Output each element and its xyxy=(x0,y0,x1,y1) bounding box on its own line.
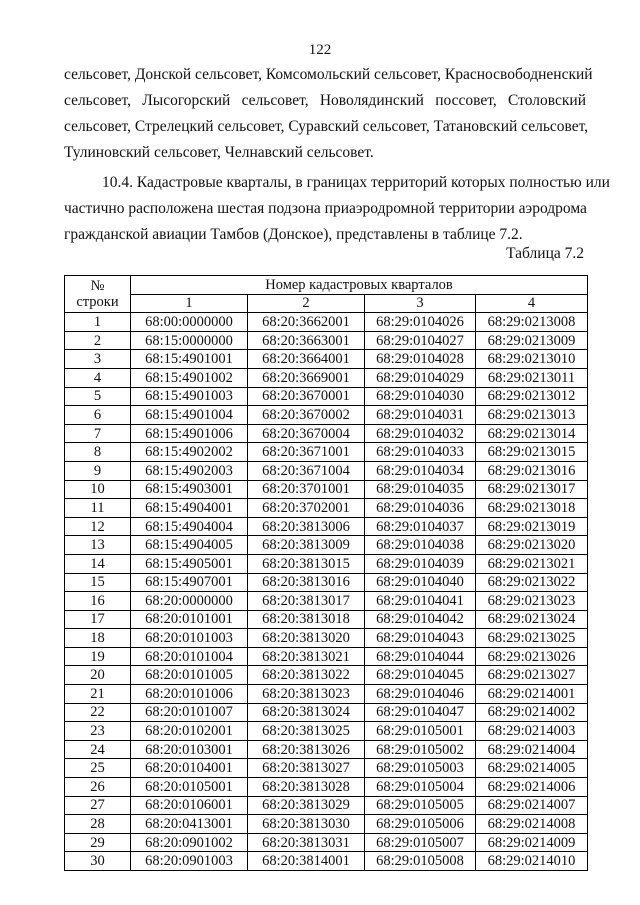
table-row xyxy=(65,480,588,499)
row-number-cell: 11 xyxy=(65,499,131,518)
cadastral-quarter-cell: 68:20:0101004 xyxy=(131,647,248,666)
cadastral-quarter-cell: 68:29:0104044 xyxy=(365,647,476,666)
row-number-cell: 26 xyxy=(65,778,131,797)
cadastral-quarter-cell: 68:15:4904005 xyxy=(131,536,248,555)
table-row xyxy=(65,424,588,443)
cadastral-quarter-cell: 68:29:0104045 xyxy=(365,666,476,685)
cadastral-quarter-cell: 68:15:4901003 xyxy=(131,387,248,406)
cadastral-quarter-cell: 68:20:3669001 xyxy=(248,368,365,387)
cadastral-quarter-cell: 68:20:3670001 xyxy=(248,387,365,406)
column-number: 3 xyxy=(365,294,476,313)
cadastral-quarter-cell: 68:29:0105001 xyxy=(365,722,476,741)
cadastral-quarter-cell: 68:20:0101005 xyxy=(131,666,248,685)
cadastral-quarter-cell: 68:15:4901002 xyxy=(131,368,248,387)
row-number-cell: 25 xyxy=(65,759,131,778)
cadastral-quarter-cell: 68:20:3813015 xyxy=(248,554,365,573)
paragraph-line: сельсовет, Донской сельсовет, Комсомольский сельсовет, Красносвободненский xyxy=(64,66,593,83)
cadastral-quarter-cell: 68:20:3814001 xyxy=(248,852,365,871)
row-number-cell: 12 xyxy=(65,517,131,536)
cadastral-quarter-cell: 68:20:3664001 xyxy=(248,350,365,369)
cadastral-quarter-cell: 68:15:4901004 xyxy=(131,406,248,425)
row-number-cell: 4 xyxy=(65,368,131,387)
table-row xyxy=(65,443,588,462)
cadastral-quarter-cell: 68:29:0104034 xyxy=(365,461,476,480)
cadastral-quarter-cell: 68:29:0104037 xyxy=(365,517,476,536)
cadastral-quarter-cell: 68:15:4902003 xyxy=(131,461,248,480)
cadastral-quarter-cell: 68:15:4904004 xyxy=(131,517,248,536)
table-caption: Таблица 7.2 xyxy=(506,245,584,262)
cadastral-quarter-cell: 68:29:0104033 xyxy=(365,443,476,462)
cadastral-quarter-cell: 68:29:0213021 xyxy=(476,554,588,573)
row-number-cell: 21 xyxy=(65,685,131,704)
row-number-cell: 7 xyxy=(65,424,131,443)
table-row xyxy=(65,629,588,648)
cadastral-quarter-cell: 68:15:4901006 xyxy=(131,424,248,443)
cadastral-quarter-cell: 68:29:0104026 xyxy=(365,313,476,332)
cadastral-quarter-cell: 68:29:0213017 xyxy=(476,480,588,499)
cadastral-table xyxy=(64,275,588,871)
paragraph-line: сельсовет, Лысогорский сельсовет, Новолядинский поссовет, Столовский xyxy=(64,92,586,109)
cadastral-quarter-cell: 68:29:0213023 xyxy=(476,592,588,611)
cadastral-quarter-cell: 68:20:3813009 xyxy=(248,536,365,555)
row-number-cell: 1 xyxy=(65,313,131,332)
cadastral-quarter-cell: 68:29:0104027 xyxy=(365,331,476,350)
row-number-cell: 29 xyxy=(65,833,131,852)
cadastral-quarter-cell: 68:20:3813028 xyxy=(248,778,365,797)
paragraph-settlements xyxy=(64,62,593,166)
column-number: 2 xyxy=(248,294,365,313)
cadastral-quarter-cell: 68:20:3813021 xyxy=(248,647,365,666)
cadastral-quarter-cell: 68:20:3813027 xyxy=(248,759,365,778)
table-row xyxy=(65,499,588,518)
cadastral-quarter-cell: 68:29:0105005 xyxy=(365,796,476,815)
row-number-cell: 24 xyxy=(65,740,131,759)
cadastral-quarter-cell: 68:29:0213009 xyxy=(476,331,588,350)
cadastral-quarter-cell: 68:29:0104036 xyxy=(365,499,476,518)
cadastral-quarter-cell: 68:29:0105002 xyxy=(365,740,476,759)
cadastral-quarter-cell: 68:20:3702001 xyxy=(248,499,365,518)
row-number-cell: 22 xyxy=(65,703,131,722)
cadastral-quarter-cell: 68:29:0213027 xyxy=(476,666,588,685)
cadastral-quarter-cell: 68:20:0101001 xyxy=(131,610,248,629)
cadastral-quarter-cell: 68:29:0105007 xyxy=(365,833,476,852)
cadastral-quarter-cell: 68:29:0104038 xyxy=(365,536,476,555)
table-row xyxy=(65,573,588,592)
cadastral-quarter-cell: 68:20:3670002 xyxy=(248,406,365,425)
cadastral-quarter-cell: 68:15:4905001 xyxy=(131,554,248,573)
cadastral-quarter-cell: 68:29:0214001 xyxy=(476,685,588,704)
row-number-cell: 14 xyxy=(65,554,131,573)
table-row xyxy=(65,703,588,722)
cadastral-quarter-cell: 68:20:0901002 xyxy=(131,833,248,852)
cadastral-quarter-cell: 68:29:0104040 xyxy=(365,573,476,592)
cadastral-quarter-cell: 68:29:0214007 xyxy=(476,796,588,815)
cadastral-quarter-cell: 68:29:0105004 xyxy=(365,778,476,797)
cadastral-quarter-cell: 68:29:0104028 xyxy=(365,350,476,369)
paragraph-line: сельсовет, Стрелецкий сельсовет, Суравский сельсовет, Татановский сельсовет, xyxy=(64,118,589,135)
cadastral-quarter-cell: 68:20:3671004 xyxy=(248,461,365,480)
table-row xyxy=(65,461,588,480)
cadastral-quarter-cell: 68:20:0101006 xyxy=(131,685,248,704)
table-row xyxy=(65,722,588,741)
row-number-cell: 28 xyxy=(65,815,131,834)
row-number-cell: 10 xyxy=(65,480,131,499)
row-number-cell: 2 xyxy=(65,331,131,350)
table-row xyxy=(65,852,588,871)
cadastral-quarter-cell: 68:20:3670004 xyxy=(248,424,365,443)
cadastral-quarter-cell: 68:20:3813022 xyxy=(248,666,365,685)
cadastral-quarter-cell: 68:29:0213018 xyxy=(476,499,588,518)
table-row xyxy=(65,313,588,332)
table-row xyxy=(65,536,588,555)
cadastral-quarter-cell: 68:20:0101007 xyxy=(131,703,248,722)
row-number-cell: 13 xyxy=(65,536,131,555)
cadastral-quarter-cell: 68:20:3813025 xyxy=(248,722,365,741)
cadastral-quarter-cell: 68:29:0104032 xyxy=(365,424,476,443)
row-number-cell: 27 xyxy=(65,796,131,815)
cadastral-quarter-cell: 68:20:0413001 xyxy=(131,815,248,834)
cadastral-quarter-cell: 68:29:0213019 xyxy=(476,517,588,536)
cadastral-quarter-cell: 68:29:0214005 xyxy=(476,759,588,778)
cadastral-quarter-cell: 68:29:0213011 xyxy=(476,368,588,387)
row-number-cell: 5 xyxy=(65,387,131,406)
table-row xyxy=(65,740,588,759)
row-number-header-symbol: № xyxy=(90,278,105,295)
row-number-cell: 17 xyxy=(65,610,131,629)
cadastral-quarter-cell: 68:00:0000000 xyxy=(131,313,248,332)
table-row xyxy=(65,406,588,425)
table-row xyxy=(65,778,588,797)
cadastral-quarter-cell: 68:29:0104030 xyxy=(365,387,476,406)
table-row xyxy=(65,815,588,834)
cadastral-quarter-cell: 68:20:0901003 xyxy=(131,852,248,871)
table-row xyxy=(65,685,588,704)
page-number: 122 xyxy=(308,42,332,58)
cadastral-quarter-cell: 68:29:0213014 xyxy=(476,424,588,443)
cadastral-quarter-cell: 68:20:3813018 xyxy=(248,610,365,629)
cadastral-quarter-cell: 68:20:3663001 xyxy=(248,331,365,350)
table-row xyxy=(65,387,588,406)
cadastral-quarter-cell: 68:20:3813020 xyxy=(248,629,365,648)
cadastral-quarter-cell: 68:29:0214009 xyxy=(476,833,588,852)
cadastral-quarter-cell: 68:29:0104039 xyxy=(365,554,476,573)
cadastral-quarter-cell: 68:20:3813024 xyxy=(248,703,365,722)
row-number-cell: 15 xyxy=(65,573,131,592)
cadastral-quarter-cell: 68:15:4903001 xyxy=(131,480,248,499)
cadastral-quarter-cell: 68:29:0214006 xyxy=(476,778,588,797)
table-row xyxy=(65,368,588,387)
cadastral-quarter-cell: 68:15:4904001 xyxy=(131,499,248,518)
paragraph-line: Тулиновский сельсовет, Челнавский сельсовет. xyxy=(64,144,374,161)
cadastral-quarter-cell: 68:29:0214008 xyxy=(476,815,588,834)
cadastral-quarter-cell: 68:20:3813029 xyxy=(248,796,365,815)
cadastral-quarter-cell: 68:29:0213024 xyxy=(476,610,588,629)
cadastral-quarter-cell: 68:29:0214002 xyxy=(476,703,588,722)
cadastral-quarter-cell: 68:29:0213008 xyxy=(476,313,588,332)
cadastral-quarter-cell: 68:20:3813031 xyxy=(248,833,365,852)
cadastral-quarter-cell: 68:29:0105006 xyxy=(365,815,476,834)
table-row xyxy=(65,647,588,666)
row-number-cell: 30 xyxy=(65,852,131,871)
cadastral-quarter-cell: 68:29:0214010 xyxy=(476,852,588,871)
cadastral-quarter-cell: 68:15:4901001 xyxy=(131,350,248,369)
cadastral-quarter-cell: 68:29:0105008 xyxy=(365,852,476,871)
cadastral-quarter-cell: 68:29:0213025 xyxy=(476,629,588,648)
cadastral-quarter-cell: 68:15:0000000 xyxy=(131,331,248,350)
cadastral-quarter-cell: 68:29:0214004 xyxy=(476,740,588,759)
cadastral-quarter-cell: 68:20:0104001 xyxy=(131,759,248,778)
column-number: 1 xyxy=(131,294,248,313)
column-number: 4 xyxy=(476,294,588,313)
paragraph-line: 10.4. Кадастровые кварталы, в границах территорий которых полностью или xyxy=(102,174,610,191)
row-number-cell: 20 xyxy=(65,666,131,685)
paragraph-cadastral-intro xyxy=(64,170,610,248)
cadastral-quarter-cell: 68:15:4902002 xyxy=(131,443,248,462)
cadastral-quarter-cell: 68:20:3671001 xyxy=(248,443,365,462)
cadastral-quarter-cell: 68:20:0102001 xyxy=(131,722,248,741)
table-row xyxy=(65,796,588,815)
table-row xyxy=(65,350,588,369)
cadastral-quarter-cell: 68:20:3662001 xyxy=(248,313,365,332)
cadastral-quarter-cell: 68:20:3813023 xyxy=(248,685,365,704)
cadastral-quarter-cell: 68:29:0213013 xyxy=(476,406,588,425)
row-number-cell: 6 xyxy=(65,406,131,425)
cadastral-quarter-cell: 68:20:3813030 xyxy=(248,815,365,834)
paragraph-line: частично расположена шестая подзона приаэродромной территории аэродрома xyxy=(64,200,587,217)
cadastral-quarter-cell: 68:29:0104031 xyxy=(365,406,476,425)
table-row xyxy=(65,517,588,536)
group-header: Номер кадастровых кварталов xyxy=(131,276,588,295)
table-row xyxy=(65,554,588,573)
cadastral-quarter-cell: 68:20:0106001 xyxy=(131,796,248,815)
table-row xyxy=(65,331,588,350)
cadastral-quarter-cell: 68:29:0213010 xyxy=(476,350,588,369)
cadastral-quarter-cell: 68:29:0213016 xyxy=(476,461,588,480)
cadastral-quarter-cell: 68:29:0104029 xyxy=(365,368,476,387)
cadastral-quarter-cell: 68:20:3813006 xyxy=(248,517,365,536)
cadastral-quarter-cell: 68:15:4907001 xyxy=(131,573,248,592)
cadastral-quarter-cell: 68:20:3813017 xyxy=(248,592,365,611)
row-number-cell: 19 xyxy=(65,647,131,666)
cadastral-quarter-cell: 68:29:0213015 xyxy=(476,443,588,462)
cadastral-quarter-cell: 68:29:0104042 xyxy=(365,610,476,629)
row-number-cell: 18 xyxy=(65,629,131,648)
cadastral-quarter-cell: 68:29:0104046 xyxy=(365,685,476,704)
cadastral-quarter-cell: 68:29:0213020 xyxy=(476,536,588,555)
cadastral-quarter-cell: 68:29:0214003 xyxy=(476,722,588,741)
row-number-cell: 23 xyxy=(65,722,131,741)
table-row xyxy=(65,610,588,629)
cadastral-quarter-cell: 68:20:0105001 xyxy=(131,778,248,797)
table-body xyxy=(65,313,588,871)
cadastral-quarter-cell: 68:29:0104043 xyxy=(365,629,476,648)
cadastral-quarter-cell: 68:29:0105003 xyxy=(365,759,476,778)
cadastral-quarter-cell: 68:29:0213026 xyxy=(476,647,588,666)
cadastral-quarter-cell: 68:20:3701001 xyxy=(248,480,365,499)
cadastral-quarter-cell: 68:29:0213022 xyxy=(476,573,588,592)
table-row xyxy=(65,592,588,611)
cadastral-quarter-cell: 68:29:0104035 xyxy=(365,480,476,499)
cadastral-quarter-cell: 68:29:0104047 xyxy=(365,703,476,722)
table-row xyxy=(65,759,588,778)
row-number-header-label: строки xyxy=(76,294,119,311)
table-row xyxy=(65,666,588,685)
cadastral-quarter-cell: 68:29:0104041 xyxy=(365,592,476,611)
row-number-cell: 8 xyxy=(65,443,131,462)
cadastral-quarter-cell: 68:20:0101003 xyxy=(131,629,248,648)
row-number-cell: 3 xyxy=(65,350,131,369)
cadastral-quarter-cell: 68:20:0000000 xyxy=(131,592,248,611)
paragraph-line: гражданской авиации Тамбов (Донское), представлены в таблице 7.2. xyxy=(64,226,523,243)
cadastral-quarter-cell: 68:20:3813026 xyxy=(248,740,365,759)
row-number-cell: 16 xyxy=(65,592,131,611)
table-row xyxy=(65,833,588,852)
cadastral-quarter-cell: 68:29:0213012 xyxy=(476,387,588,406)
cadastral-quarter-cell: 68:20:3813016 xyxy=(248,573,365,592)
row-number-header xyxy=(65,276,131,313)
cadastral-quarter-cell: 68:20:0103001 xyxy=(131,740,248,759)
row-number-cell: 9 xyxy=(65,461,131,480)
